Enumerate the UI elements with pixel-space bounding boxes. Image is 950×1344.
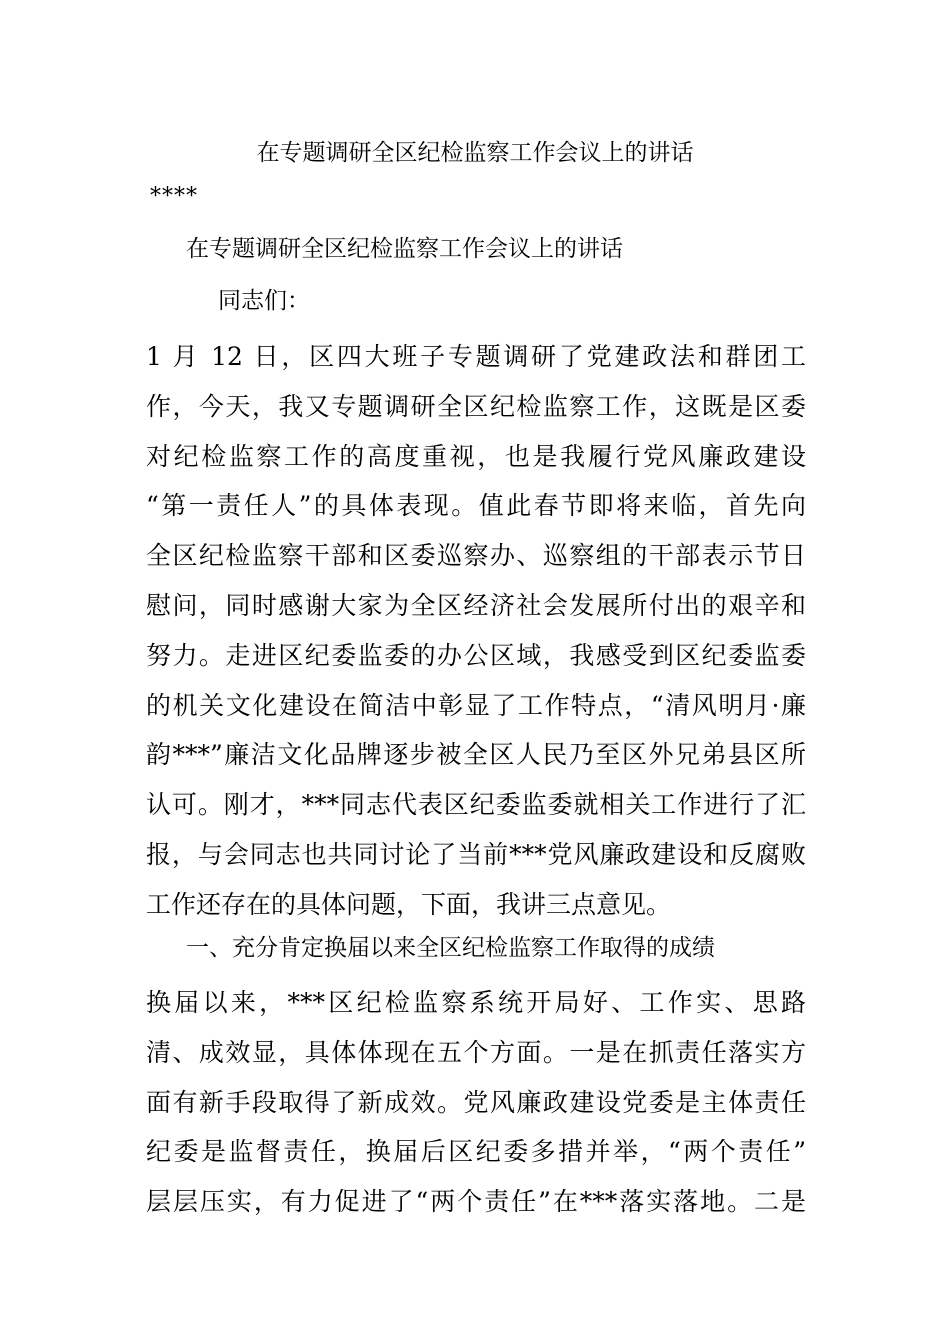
paragraph-line: 对纪检监察工作的高度重视，也是我履行党风廉政建设 [146,441,806,471]
paragraph-line: 的机关文化建设在简洁中彰显了工作特点，“清风明月·廉 [146,690,806,720]
paragraph-1 [146,332,806,930]
paragraph-line: 面有新手段取得了新成效。党风廉政建设党委是主体责任 [146,1087,806,1117]
paragraph-line: 工作还存在的具体问题，下面，我讲三点意见。 [146,889,672,919]
paragraph-2 [146,978,806,1227]
paragraph-line: 慰问，同时感谢大家为全区经济社会发展所付出的艰辛和 [146,590,806,620]
paragraph-line: 韵***”廉洁文化品牌逐步被全区人民乃至区外兄弟县区所 [146,740,806,770]
paragraph-line: 层层压实，有力促进了“两个责任”在***落实落地。二是 [146,1187,806,1217]
section-heading-1: 一、充分肯定换届以来全区纪检监察工作取得的成绩 [186,935,715,961]
paragraph-line: 1 月 12 日，区四大班子专题调研了党建政法和群团工 [146,342,806,371]
paragraph-line: 报，与会同志也共同讨论了当前***党风廉政建设和反腐败 [146,839,806,869]
paragraph-line: 作，今天，我又专题调研全区纪检监察工作，这既是区委 [146,391,806,421]
paragraph-line: 认可。刚才，***同志代表区纪委监委就相关工作进行了汇 [146,790,806,820]
document-title: 在专题调研全区纪检监察工作会议上的讲话 [256,140,694,166]
speech-subtitle: 在专题调研全区纪检监察工作会议上的讲话 [186,236,623,262]
greeting: 同志们： [218,288,310,314]
author-name: **** [150,184,198,209]
paragraph-line: 纪委是监督责任，换届后区纪委多措并举，“两个责任” [146,1137,806,1167]
paragraph-line: 清、成效显，具体体现在五个方面。一是在抓责任落实方 [146,1037,806,1067]
paragraph-line: 换届以来，***区纪检监察系统开局好、工作实、思路 [146,988,806,1017]
paragraph-line: “第一责任人”的具体表现。值此春节即将来临，首先向 [146,491,806,521]
paragraph-line: 努力。走进区纪委监委的办公区域，我感受到区纪委监委 [146,640,806,670]
paragraph-line: 全区纪检监察干部和区委巡察办、巡察组的干部表示节日 [146,541,806,571]
